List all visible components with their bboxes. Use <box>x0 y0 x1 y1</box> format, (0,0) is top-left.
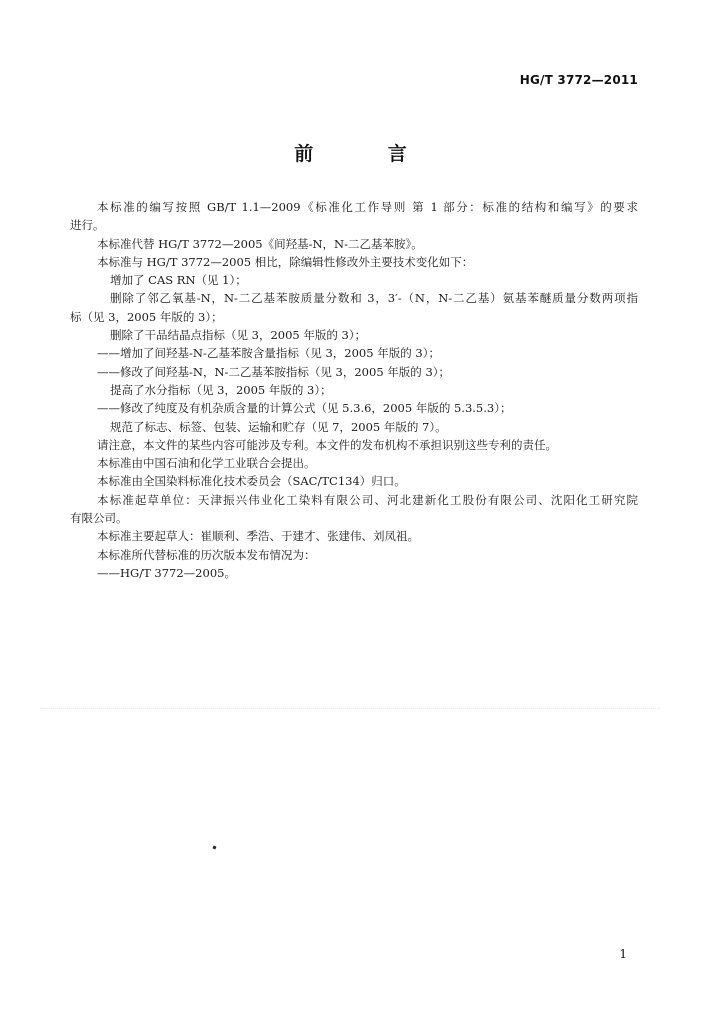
change-item: 删除了邻乙氧基-N，N-二乙基苯胺质量分数和 3，3′-（N，N-二乙基）氨基苯醚质量分数两项指 <box>110 291 638 306</box>
page-title: 前 言 <box>294 143 441 165</box>
paragraph-line: 请注意，本文件的某些内容可能涉及专利。本文件的发布机构不承担识别这些专利的责任。 <box>97 437 557 452</box>
change-item: ——修改了间羟基-N，N-二乙基苯胺指标（见 3，2005 年版的 3）； <box>97 364 451 379</box>
document-body <box>70 198 638 582</box>
history-item: ——HG/T 3772—2005。 <box>97 565 236 580</box>
scan-artifact-rule <box>40 708 660 709</box>
paragraph-line: 本标准的编写按照 GB/T 1.1—2009《标准化工作导则 第 1 部分：标准的结构和编写》的要求 <box>97 200 638 214</box>
paragraph-line: 本标准代替 HG/T 3772—2005《间羟基-N，N-二乙基苯胺》。 <box>97 236 423 251</box>
paragraph-line: 本标准所代替标准的历次版本发布情况为： <box>97 547 316 562</box>
change-item: ——修改了纯度及有机杂质含量的计算公式（见 5.3.6，2005 年版的 5.3.5.3）； <box>97 401 512 416</box>
paragraph-line: 本标准起草单位：天津振兴伟业化工染料有限公司、河北建新化工股份有限公司、沈阳化工研究院 <box>97 492 638 507</box>
scan-speck <box>213 846 217 850</box>
change-item: ——增加了间羟基-N-乙基苯胺含量指标（见 3，2005 年版的 3）； <box>97 346 440 361</box>
change-item: 删除了干品结晶点指标（见 3，2005 年版的 3）； <box>110 328 367 343</box>
change-item: 提高了水分指标（见 3，2005 年版的 3）； <box>110 382 332 397</box>
change-item: 增加了 CAS RN（见 1）； <box>110 273 247 288</box>
paragraph-line: 本标准主要起草人：崔顺利、季浩、于建才、张建伟、刘凤祖。 <box>97 529 419 544</box>
change-item-continuation: 标（见 3，2005 年版的 3）； <box>70 309 223 324</box>
paragraph-line: 本标准由全国染料标准化技术委员会（SAC/TC134）归口。 <box>97 474 406 489</box>
paragraph-line: 本标准与 HG/T 3772—2005 相比，除编辑性修改外主要技术变化如下： <box>97 254 474 269</box>
change-item: 规范了标志、标签、包装、运输和贮存（见 7，2005 年版的 7）。 <box>110 419 447 434</box>
paragraph-line: 进行。 <box>70 218 105 233</box>
paragraph-line: 本标准由中国石油和化学工业联合会提出。 <box>97 456 316 471</box>
standard-code: HG/T 3772—2011 <box>519 73 638 87</box>
paragraph-line: 有限公司。 <box>70 511 128 526</box>
page-number: 1 <box>619 947 627 961</box>
